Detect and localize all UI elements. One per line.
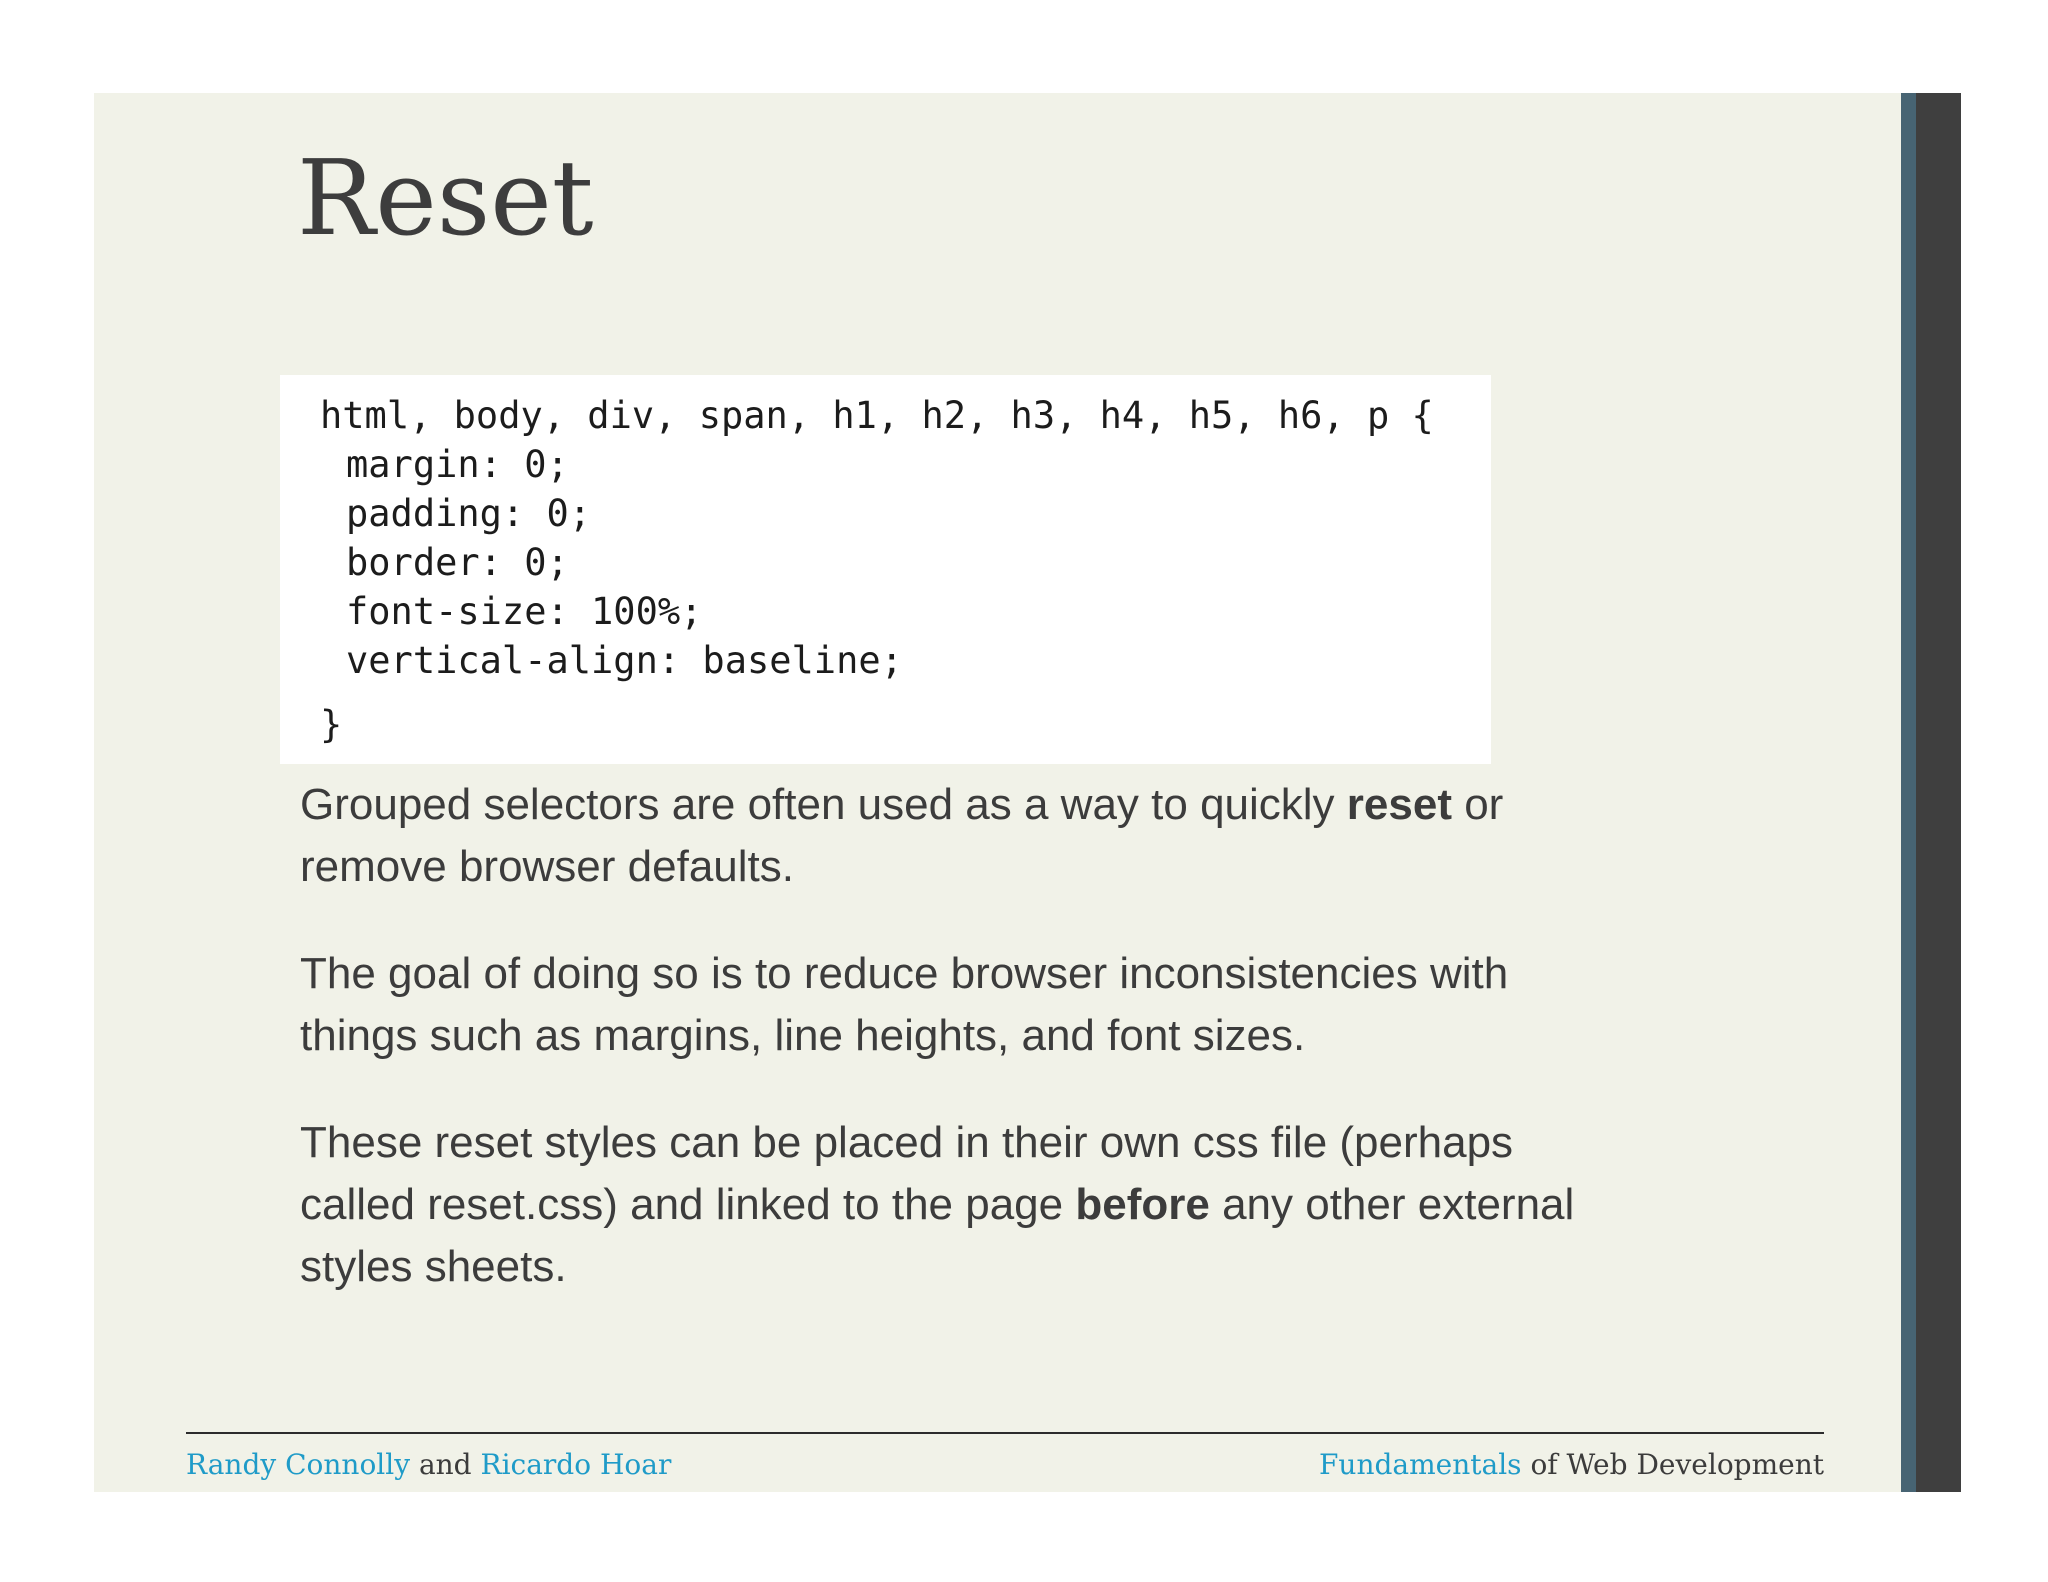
paragraph-grouped-selectors bbox=[300, 774, 1620, 898]
side-accent-bar bbox=[1901, 93, 1916, 1492]
footer-book-title bbox=[1319, 1448, 1824, 1481]
side-dark-bar bbox=[1916, 93, 1961, 1492]
code-line: margin: 0; bbox=[346, 443, 569, 486]
code-line: border: 0; bbox=[346, 541, 569, 584]
paragraph-text: Grouped selectors are often used as a way to quickly bbox=[300, 780, 1347, 829]
author-name: Randy Connolly bbox=[186, 1448, 411, 1481]
footer-conjunction: and bbox=[418, 1448, 472, 1481]
paragraph-reset-file bbox=[300, 1112, 1620, 1298]
code-block bbox=[280, 375, 1491, 764]
paragraph-goal: The goal of doing so is to reduce browser inconsistencies with things such as margins, line heights, and font sizes. bbox=[300, 949, 1509, 1060]
slide-title: Reset bbox=[297, 137, 594, 259]
emphasis-text: reset bbox=[1346, 780, 1452, 829]
footer-authors bbox=[186, 1448, 671, 1481]
paragraph-text: These reset styles can be placed in their own css file (perhaps called reset.css) and linked to the page bbox=[300, 1118, 1514, 1229]
paragraph-text: or remove browser defaults. bbox=[300, 780, 1504, 891]
code-line: padding: 0; bbox=[346, 492, 592, 535]
author-name: Ricardo Hoar bbox=[480, 1448, 672, 1481]
code-line: html, body, div, span, h1, h2, h3, h4, h5, h6, p { bbox=[320, 394, 1434, 437]
code-line: } bbox=[320, 703, 343, 746]
code-line: vertical-align: baseline; bbox=[346, 639, 903, 682]
book-title-highlight: Fundamentals bbox=[1318, 1448, 1522, 1481]
footer-divider bbox=[186, 1432, 1824, 1434]
code-line: font-size: 100%; bbox=[346, 590, 703, 633]
paragraph-text: any other external styles sheets. bbox=[300, 1180, 1575, 1291]
emphasis-text: before bbox=[1075, 1180, 1210, 1229]
book-title-rest: of Web Development bbox=[1530, 1448, 1824, 1481]
